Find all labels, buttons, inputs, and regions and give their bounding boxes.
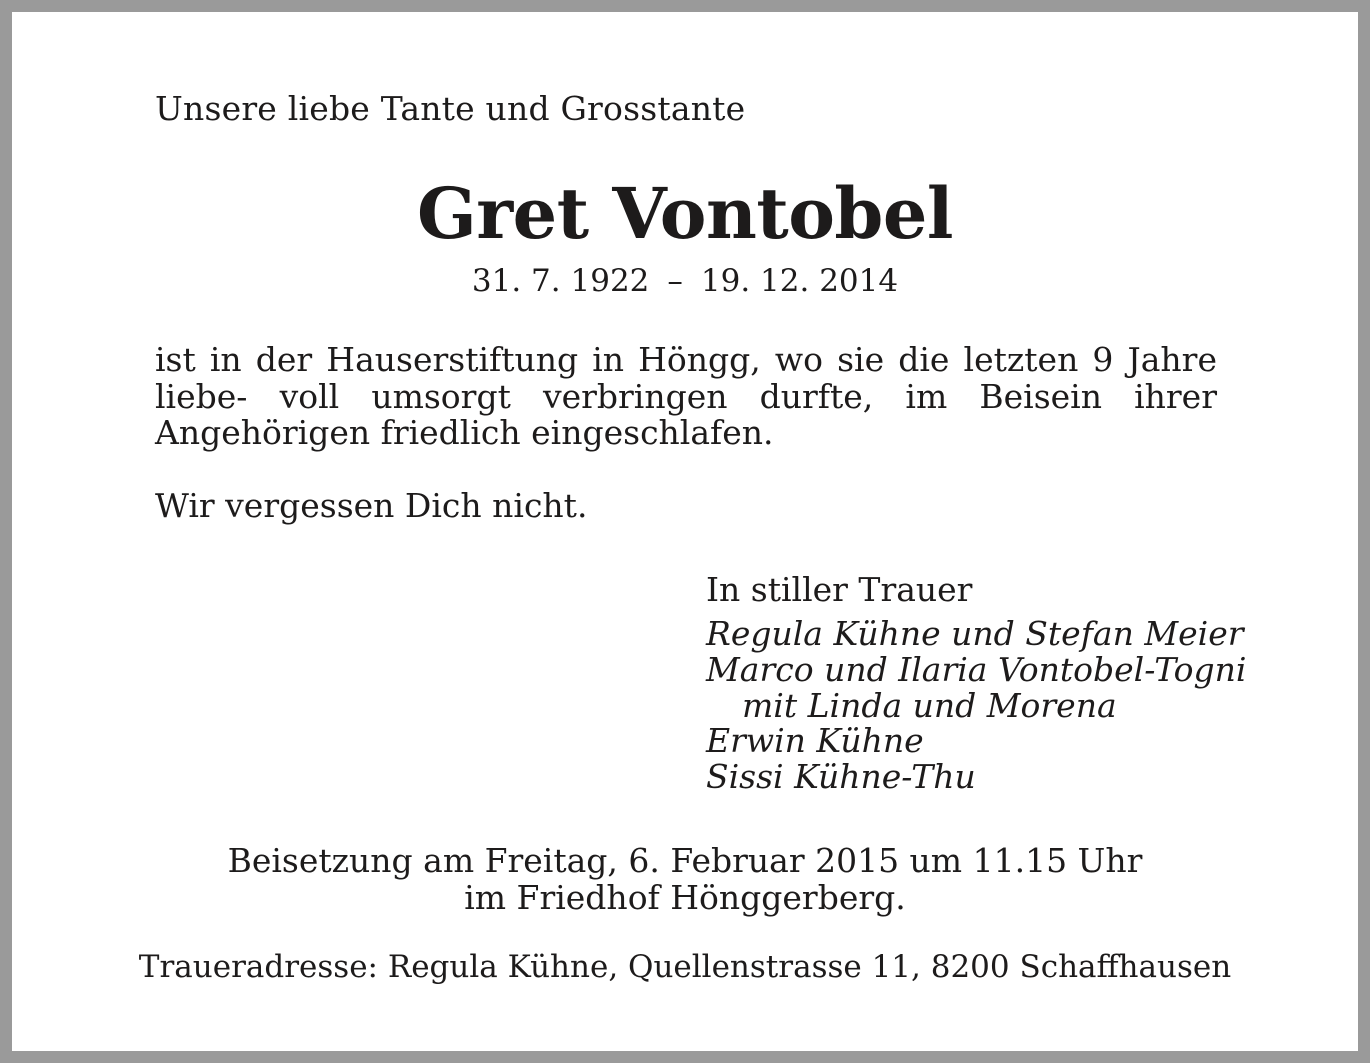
burial-info: [12, 842, 1358, 916]
announcement-text: [155, 342, 1217, 452]
remembrance-line: Wir vergessen Dich nicht.: [155, 486, 588, 525]
announcement-line: voll umsorgt verbringen durfte, im Beisein ihrer Angehörigen: [155, 376, 1217, 452]
date-separator: –: [667, 263, 683, 299]
obituary-notice: [12, 12, 1358, 1051]
mourner-entry: Sissi Kühne-Thu: [706, 757, 976, 797]
birth-date: 31. 7. 1922: [471, 263, 650, 299]
mourner-entry: Regula Kühne und Stefan Meier: [706, 614, 1244, 653]
mourners-list: [706, 616, 1246, 795]
death-date: 19. 12. 2014: [700, 263, 899, 299]
mourner-entry: Marco und Ilaria Vontobel-Togni: [706, 649, 1247, 689]
intro-line: Unsere liebe Tante und Grosstante: [155, 89, 746, 128]
announcement-line: ist in der Hauserstiftung in Höngg, wo sie die letzten 9 Jahre liebe-: [155, 340, 1217, 416]
mourner-entry: mit Linda und Morena: [742, 685, 1117, 725]
deceased-name: Gret Vontobel: [417, 172, 953, 255]
announcement-line: friedlich eingeschlafen.: [380, 413, 774, 452]
mourning-heading: In stiller Trauer: [706, 570, 973, 609]
mourner-entry: Erwin Kühne: [706, 721, 924, 761]
life-dates: [12, 262, 1358, 300]
burial-line: Beisetzung am Freitag, 6. Februar 2015 um 11.15 Uhr: [227, 841, 1143, 880]
mourning-address: Traueradresse: Regula Kühne, Quellenstrasse 11, 8200 Schaffhausen: [138, 949, 1232, 985]
burial-line: im Friedhof Hönggerberg.: [464, 878, 906, 917]
